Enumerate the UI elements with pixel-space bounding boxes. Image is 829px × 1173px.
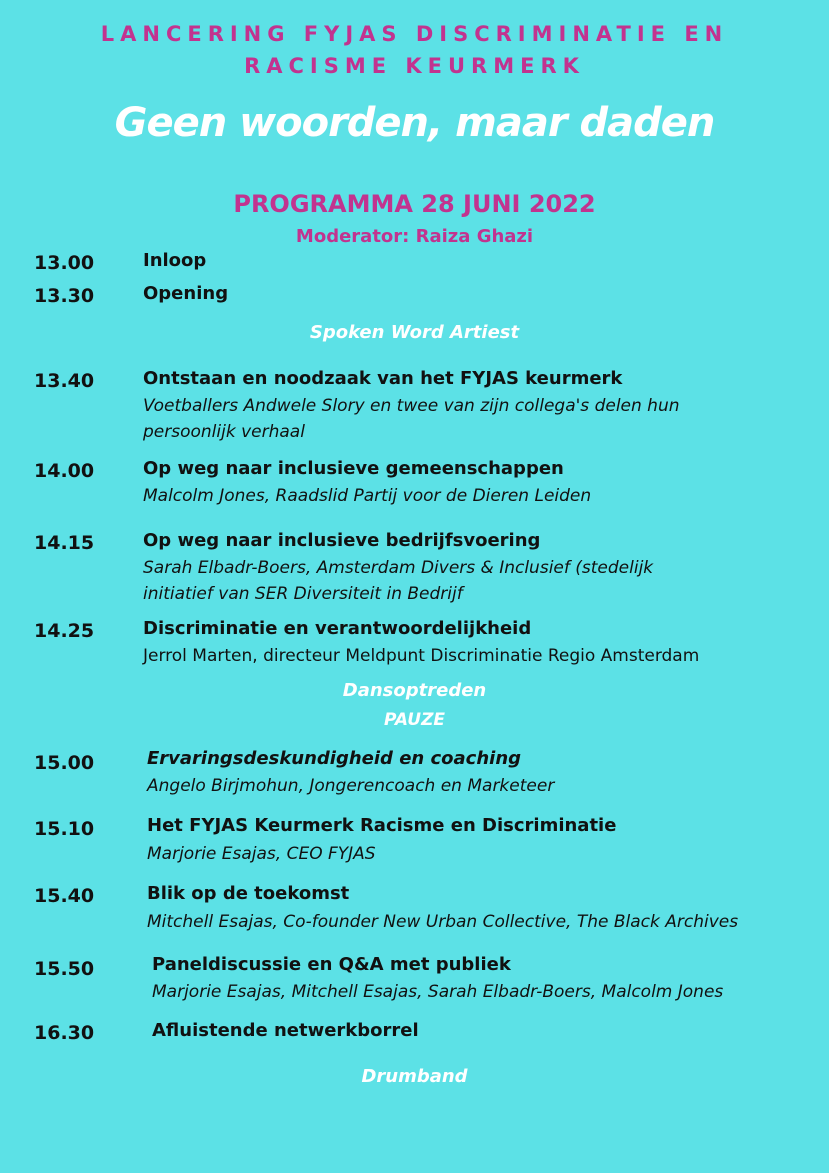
item-title-borrel: Afluistende netwerkborrel [152, 1020, 419, 1041]
item-title-opening: Opening [143, 283, 229, 304]
item-desc-bedrijfsvoering-1: Sarah Elbadr-Boers, Amsterdam Divers & Inclusief (stedelijk [143, 558, 654, 578]
item-desc-bedrijfsvoering-2: initiatief van SER Diversiteit in Bedrijf [143, 584, 463, 604]
item-desc-toekomst: Mitchell Esajas, Co-founder New Urban Collective, The Black Archives [147, 912, 739, 932]
item-title-ontstaan: Ontstaan en noodzaak van het FYJAS keurmerk [143, 368, 623, 389]
item-desc-ontstaan-1: Voetballers Andwele Slory en twee van zijn collega's delen hun [143, 396, 680, 416]
headline: Geen woorden, maar daden [114, 100, 715, 146]
time-1415: 14.15 [34, 532, 95, 554]
time-1630: 16.30 [34, 1022, 95, 1044]
interlude-spoken-word: Spoken Word Artiest [309, 322, 520, 343]
item-desc-ervaring: Angelo Birjmohun, Jongerencoach en Marketeer [147, 776, 555, 796]
time-1400: 14.00 [34, 460, 95, 482]
item-title-inloop: Inloop [143, 250, 207, 271]
time-1540: 15.40 [34, 885, 95, 907]
event-kicker-line-2: RACISME KEURMERK [244, 54, 585, 78]
time-1300: 13.00 [34, 252, 95, 274]
item-title-gemeenschappen: Op weg naar inclusieve gemeenschappen [143, 458, 564, 479]
item-title-verantwoordelijkheid: Discriminatie en verantwoordelijkheid [143, 618, 532, 639]
item-title-panel: Paneldiscussie en Q&A met publiek [152, 954, 511, 975]
item-desc-keurmerk: Marjorie Esajas, CEO FYJAS [147, 844, 376, 864]
interlude-dance: Dansoptreden [342, 680, 487, 701]
item-title-bedrijfsvoering: Op weg naar inclusieve bedrijfsvoering [143, 530, 541, 551]
item-title-keurmerk: Het FYJAS Keurmerk Racisme en Discriminatie [147, 815, 617, 836]
item-desc-verantwoordelijkheid: Jerrol Marten, directeur Meldpunt Discriminatie Regio Amsterdam [143, 646, 700, 666]
time-1340: 13.40 [34, 370, 95, 392]
event-kicker-line-1: LANCERING FYJAS DISCRIMINATIE EN [100, 22, 729, 46]
time-1500: 15.00 [34, 752, 95, 774]
item-desc-panel: Marjorie Esajas, Mitchell Esajas, Sarah Elbadr-Boers, Malcolm Jones [152, 982, 724, 1002]
time-1425: 14.25 [34, 620, 95, 642]
item-title-toekomst: Blik op de toekomst [147, 883, 350, 904]
item-title-ervaring: Ervaringsdeskundigheid en coaching [147, 748, 522, 769]
interlude-drumband: Drumband [361, 1066, 468, 1087]
time-1330: 13.30 [34, 285, 95, 307]
moderator: Moderator: Raiza Ghazi [295, 226, 534, 247]
program-date: PROGRAMMA 28 JUNI 2022 [233, 190, 596, 218]
time-1550: 15.50 [34, 958, 95, 980]
time-1510: 15.10 [34, 818, 95, 840]
item-desc-ontstaan-2: persoonlijk verhaal [143, 422, 305, 442]
item-desc-gemeenschappen: Malcolm Jones, Raadslid Partij voor de Dieren Leiden [143, 486, 592, 506]
interlude-pause: PAUZE [383, 710, 446, 730]
